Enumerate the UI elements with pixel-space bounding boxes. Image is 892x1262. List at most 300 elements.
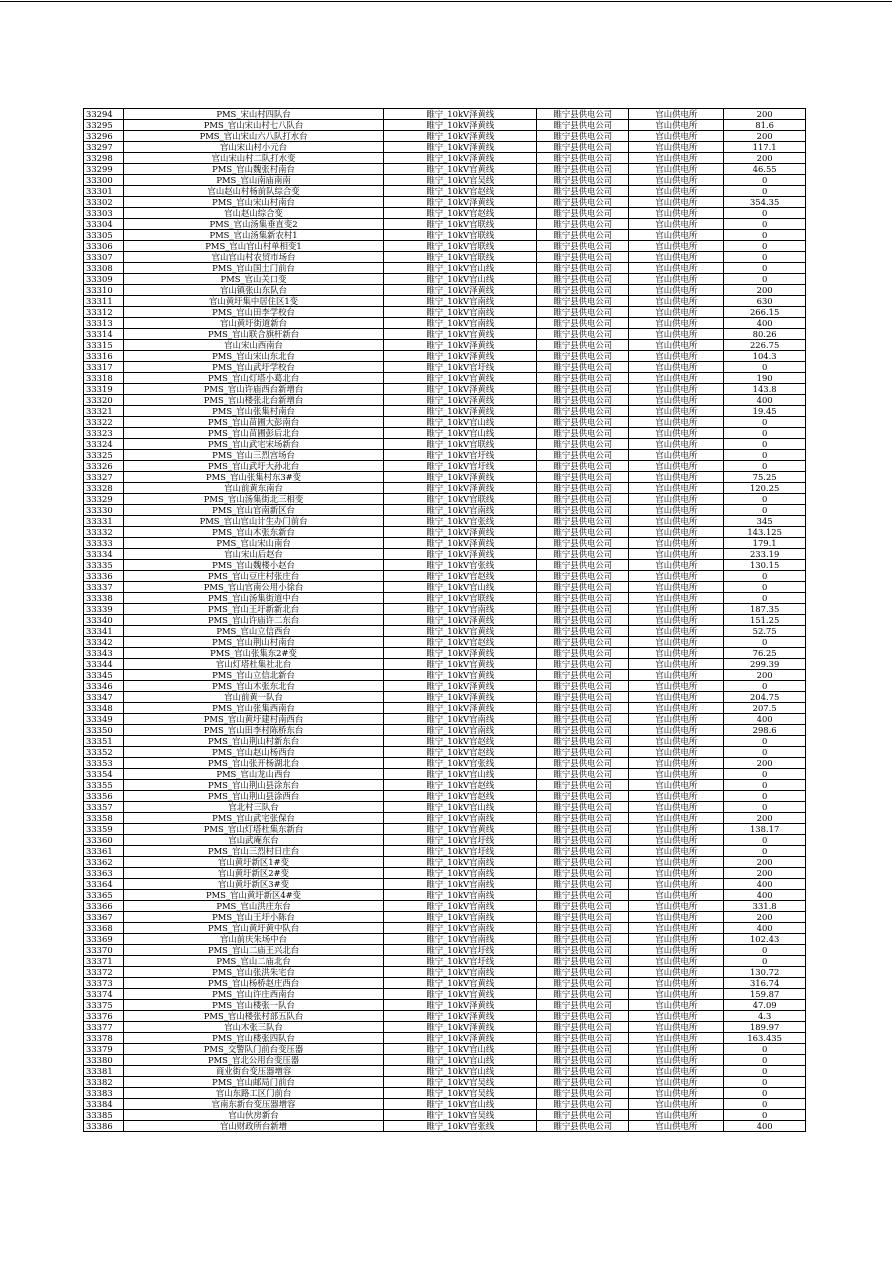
feeder-line-cell: 睢宁_10kV泽黄线	[384, 120, 537, 131]
table-row	[84, 813, 806, 824]
station-name-cell: PMS_官山木张东新台	[123, 527, 383, 538]
table-row	[84, 516, 806, 527]
company-cell: 睢宁县供电公司	[537, 120, 629, 131]
company-cell: 睢宁县供电公司	[537, 1033, 629, 1044]
company-cell: 睢宁县供电公司	[537, 725, 629, 736]
feeder-line-cell: 睢宁_10kV官南线	[384, 967, 537, 978]
capacity-cell: 207.5	[724, 703, 806, 714]
row-id-cell: 33315	[84, 340, 124, 351]
feeder-line-cell: 睢宁_10kV官张线	[384, 560, 537, 571]
capacity-cell: 0	[724, 1099, 806, 1110]
capacity-cell: 130.72	[724, 967, 806, 978]
capacity-cell: 400	[724, 923, 806, 934]
table-row	[84, 901, 806, 912]
supply-station-cell: 官山供电所	[629, 164, 724, 175]
capacity-cell: 0	[724, 450, 806, 461]
feeder-line-cell: 睢宁_10kV官南线	[384, 505, 537, 516]
table-row	[84, 659, 806, 670]
supply-station-cell: 官山供电所	[629, 131, 724, 142]
capacity-cell: 0	[724, 769, 806, 780]
feeder-line-cell: 睢宁_10kV官山线	[384, 428, 537, 439]
row-id-cell: 33327	[84, 472, 124, 483]
table-row	[84, 1022, 806, 1033]
station-name-cell: 官北村三队台	[123, 802, 383, 813]
capacity-cell: 46.55	[724, 164, 806, 175]
feeder-line-cell: 睢宁_10kV官张线	[384, 1121, 537, 1132]
feeder-line-cell: 睢宁_10kV官南线	[384, 912, 537, 923]
company-cell: 睢宁县供电公司	[537, 890, 629, 901]
row-id-cell: 33318	[84, 373, 124, 384]
station-name-cell: PMS_官山国土门前台	[123, 263, 383, 274]
supply-station-cell: 官山供电所	[629, 461, 724, 472]
capacity-cell: 204.75	[724, 692, 806, 703]
feeder-line-cell: 睢宁_10kV官南线	[384, 307, 537, 318]
station-name-cell: PMS_官山楼张北台新增台	[123, 395, 383, 406]
table-row	[84, 868, 806, 879]
company-cell: 睢宁县供电公司	[537, 670, 629, 681]
station-name-cell: PMS_官山武圩学校台	[123, 362, 383, 373]
station-name-cell: PMS_官山荆山县涂西台	[123, 791, 383, 802]
feeder-line-cell: 睢宁_10kV泽黄线	[384, 648, 537, 659]
station-name-cell: PMS_官山武宅张保台	[123, 813, 383, 824]
station-name-cell: PMS_官山楼张一队台	[123, 1000, 383, 1011]
feeder-line-cell: 睢宁_10kV官赵线	[384, 780, 537, 791]
row-id-cell: 33370	[84, 945, 124, 956]
row-id-cell: 33321	[84, 406, 124, 417]
capacity-cell: 266.15	[724, 307, 806, 318]
station-name-cell: PMS_官山南庙南南	[123, 175, 383, 186]
company-cell: 睢宁县供电公司	[537, 131, 629, 142]
supply-station-cell: 官山供电所	[629, 538, 724, 549]
row-id-cell: 33303	[84, 208, 124, 219]
supply-station-cell: 官山供电所	[629, 846, 724, 857]
row-id-cell: 33295	[84, 120, 124, 131]
table-row	[84, 989, 806, 1000]
row-id-cell: 33336	[84, 571, 124, 582]
table-row	[84, 846, 806, 857]
row-id-cell: 33333	[84, 538, 124, 549]
table-row	[84, 175, 806, 186]
company-cell: 睢宁县供电公司	[537, 791, 629, 802]
station-name-cell: PMS_官山联合旗杆新台	[123, 329, 383, 340]
capacity-cell: 189.97	[724, 1022, 806, 1033]
supply-station-cell: 官山供电所	[629, 1099, 724, 1110]
capacity-cell: 299.39	[724, 659, 806, 670]
supply-station-cell: 官山供电所	[629, 571, 724, 582]
table-row	[84, 1077, 806, 1088]
station-name-cell: 官山黄圩集中居住区1变	[123, 296, 383, 307]
table-row	[84, 472, 806, 483]
supply-station-cell: 官山供电所	[629, 692, 724, 703]
company-cell: 睢宁县供电公司	[537, 692, 629, 703]
supply-station-cell: 官山供电所	[629, 593, 724, 604]
supply-station-cell: 官山供电所	[629, 252, 724, 263]
supply-station-cell: 官山供电所	[629, 648, 724, 659]
company-cell: 睢宁县供电公司	[537, 1044, 629, 1055]
row-id-cell: 33363	[84, 868, 124, 879]
station-name-cell: PMS_官山王圩新新北台	[123, 604, 383, 615]
station-name-cell: PMS_官山赵山杨西台	[123, 747, 383, 758]
table-row	[84, 582, 806, 593]
capacity-cell: 4.3	[724, 1011, 806, 1022]
capacity-cell: 0	[724, 780, 806, 791]
table-row	[84, 703, 806, 714]
row-id-cell: 33347	[84, 692, 124, 703]
feeder-line-cell: 睢宁_10kV官圩线	[384, 362, 537, 373]
company-cell: 睢宁县供电公司	[537, 439, 629, 450]
row-id-cell: 33342	[84, 637, 124, 648]
table-row	[84, 153, 806, 164]
row-id-cell: 33300	[84, 175, 124, 186]
station-name-cell: PMS_官山张开杨湖北台	[123, 758, 383, 769]
feeder-line-cell: 睢宁_10kV官山线	[384, 582, 537, 593]
table-row	[84, 615, 806, 626]
station-name-cell: 官山赵山综合变	[123, 208, 383, 219]
table-row	[84, 1044, 806, 1055]
company-cell: 睢宁县供电公司	[537, 659, 629, 670]
supply-station-cell: 官山供电所	[629, 384, 724, 395]
station-name-cell: PMS_宋山村四队台	[123, 109, 383, 120]
capacity-cell: 19.45	[724, 406, 806, 417]
station-name-cell: 官山东路工区门前台	[123, 1088, 383, 1099]
feeder-line-cell: 睢宁_10kV官圩线	[384, 945, 537, 956]
supply-station-cell: 官山供电所	[629, 1066, 724, 1077]
supply-station-cell: 官山供电所	[629, 142, 724, 153]
station-name-cell: PMS_官山苗圃大彭南台	[123, 417, 383, 428]
capacity-cell: 0	[724, 1055, 806, 1066]
table-row	[84, 604, 806, 615]
company-cell: 睢宁县供电公司	[537, 846, 629, 857]
feeder-line-cell: 睢宁_10kV官联线	[384, 439, 537, 450]
supply-station-cell: 官山供电所	[629, 307, 724, 318]
company-cell: 睢宁县供电公司	[537, 1022, 629, 1033]
row-id-cell: 33304	[84, 219, 124, 230]
table-row	[84, 637, 806, 648]
row-id-cell: 33365	[84, 890, 124, 901]
station-name-cell: PMS_官山汤集新农村1	[123, 230, 383, 241]
table-row	[84, 1055, 806, 1066]
station-name-cell: PMS_官山宋山东北台	[123, 351, 383, 362]
table-row	[84, 263, 806, 274]
capacity-cell: 159.87	[724, 989, 806, 1000]
company-cell: 睢宁县供电公司	[537, 461, 629, 472]
row-id-cell: 33305	[84, 230, 124, 241]
company-cell: 睢宁县供电公司	[537, 901, 629, 912]
capacity-cell: 200	[724, 131, 806, 142]
capacity-cell: 0	[724, 494, 806, 505]
feeder-line-cell: 睢宁_10kV泽黄线	[384, 351, 537, 362]
feeder-line-cell: 睢宁_10kV泽黄线	[384, 395, 537, 406]
feeder-line-cell: 睢宁_10kV官南线	[384, 714, 537, 725]
table-row	[84, 483, 806, 494]
supply-station-cell: 官山供电所	[629, 912, 724, 923]
feeder-line-cell: 睢宁_10kV官联线	[384, 230, 537, 241]
company-cell: 睢宁县供电公司	[537, 373, 629, 384]
feeder-line-cell: 睢宁_10kV官吴线	[384, 175, 537, 186]
company-cell: 睢宁县供电公司	[537, 549, 629, 560]
company-cell: 睢宁县供电公司	[537, 175, 629, 186]
supply-station-cell: 官山供电所	[629, 670, 724, 681]
row-id-cell: 33344	[84, 659, 124, 670]
company-cell: 睢宁县供电公司	[537, 274, 629, 285]
company-cell: 睢宁县供电公司	[537, 450, 629, 461]
row-id-cell: 33377	[84, 1022, 124, 1033]
table-row	[84, 274, 806, 285]
capacity-cell: 117.1	[724, 142, 806, 153]
table-row	[84, 857, 806, 868]
supply-station-cell: 官山供电所	[629, 978, 724, 989]
station-name-cell: 官山黄圩新区1#变	[123, 857, 383, 868]
supply-station-cell: 官山供电所	[629, 1077, 724, 1088]
station-name-cell: 官南东新台变压器增容	[123, 1099, 383, 1110]
supply-station-cell: 官山供电所	[629, 1088, 724, 1099]
capacity-cell: 0	[724, 1066, 806, 1077]
feeder-line-cell: 睢宁_10kV官南线	[384, 296, 537, 307]
station-name-cell: 官山黄圩新区3#变	[123, 879, 383, 890]
feeder-line-cell: 睢宁_10kV官黄线	[384, 373, 537, 384]
station-name-cell: 官山前庆朱场中台	[123, 934, 383, 945]
company-cell: 睢宁县供电公司	[537, 703, 629, 714]
supply-station-cell: 官山供电所	[629, 791, 724, 802]
feeder-line-cell: 睢宁_10kV泽黄线	[384, 153, 537, 164]
capacity-cell: 354.35	[724, 197, 806, 208]
feeder-line-cell: 睢宁_10kV官圩线	[384, 835, 537, 846]
table-row	[84, 428, 806, 439]
supply-station-cell: 官山供电所	[629, 527, 724, 538]
row-id-cell: 33325	[84, 450, 124, 461]
company-cell: 睢宁县供电公司	[537, 989, 629, 1000]
capacity-cell: 0	[724, 846, 806, 857]
capacity-cell: 200	[724, 868, 806, 879]
company-cell: 睢宁县供电公司	[537, 219, 629, 230]
feeder-line-cell: 睢宁_10kV官南线	[384, 879, 537, 890]
station-name-cell: PMS_官山荆山村南台	[123, 637, 383, 648]
feeder-line-cell: 睢宁_10kV泽黄线	[384, 549, 537, 560]
supply-station-cell: 官山供电所	[629, 439, 724, 450]
page-top-rule	[0, 1, 892, 2]
row-id-cell: 33362	[84, 857, 124, 868]
row-id-cell: 33324	[84, 439, 124, 450]
row-id-cell: 33296	[84, 131, 124, 142]
supply-station-cell: 官山供电所	[629, 516, 724, 527]
feeder-line-cell: 睢宁_10kV官联线	[384, 252, 537, 263]
feeder-line-cell: 睢宁_10kV官黄线	[384, 164, 537, 175]
station-name-cell: PMS_官山官山计生办门前台	[123, 516, 383, 527]
company-cell: 睢宁县供电公司	[537, 560, 629, 571]
table-row	[84, 384, 806, 395]
company-cell: 睢宁县供电公司	[537, 285, 629, 296]
table-row	[84, 329, 806, 340]
capacity-cell: 0	[724, 945, 806, 956]
station-name-cell: PMS_官北公用台变压器	[123, 1055, 383, 1066]
capacity-cell: 200	[724, 912, 806, 923]
table-row	[84, 648, 806, 659]
row-id-cell: 33374	[84, 989, 124, 1000]
station-name-cell: PMS_官山楼张村部五队台	[123, 1011, 383, 1022]
feeder-line-cell: 睢宁_10kV泽黄线	[384, 142, 537, 153]
feeder-line-cell: 睢宁_10kV官山线	[384, 1044, 537, 1055]
company-cell: 睢宁县供电公司	[537, 879, 629, 890]
feeder-line-cell: 睢宁_10kV泽黄线	[384, 703, 537, 714]
capacity-cell: 0	[724, 417, 806, 428]
supply-station-cell: 官山供电所	[629, 813, 724, 824]
capacity-cell: 316.74	[724, 978, 806, 989]
table-row	[84, 945, 806, 956]
table-row	[84, 109, 806, 120]
supply-station-cell: 官山供电所	[629, 153, 724, 164]
station-name-cell: PMS_官山汤集街道中台	[123, 593, 383, 604]
company-cell: 睢宁县供电公司	[537, 956, 629, 967]
company-cell: 睢宁县供电公司	[537, 769, 629, 780]
supply-station-cell: 官山供电所	[629, 483, 724, 494]
station-name-cell: 官山宋山村二队打水变	[123, 153, 383, 164]
feeder-line-cell: 睢宁_10kV官南线	[384, 725, 537, 736]
row-id-cell: 33312	[84, 307, 124, 318]
table-row	[84, 450, 806, 461]
row-id-cell: 33382	[84, 1077, 124, 1088]
feeder-line-cell: 睢宁_10kV官南线	[384, 318, 537, 329]
feeder-line-cell: 睢宁_10kV泽黄线	[384, 1000, 537, 1011]
table-row	[84, 1000, 806, 1011]
station-name-cell: 商业街台变压器增容	[123, 1066, 383, 1077]
company-cell: 睢宁县供电公司	[537, 1066, 629, 1077]
row-id-cell: 33371	[84, 956, 124, 967]
feeder-line-cell: 睢宁_10kV官赵线	[384, 208, 537, 219]
company-cell: 睢宁县供电公司	[537, 945, 629, 956]
feeder-line-cell: 睢宁_10kV官赵线	[384, 736, 537, 747]
row-id-cell: 33354	[84, 769, 124, 780]
row-id-cell: 33349	[84, 714, 124, 725]
company-cell: 睢宁县供电公司	[537, 868, 629, 879]
station-name-cell: PMS_官山黄圩黄中队台	[123, 923, 383, 934]
supply-station-cell: 官山供电所	[629, 989, 724, 1000]
supply-station-cell: 官山供电所	[629, 318, 724, 329]
station-name-cell: PMS_官山宋山村南台	[123, 197, 383, 208]
table-row	[84, 835, 806, 846]
supply-station-cell: 官山供电所	[629, 868, 724, 879]
feeder-line-cell: 睢宁_10kV官联线	[384, 593, 537, 604]
feeder-line-cell: 睢宁_10kV官联线	[384, 494, 537, 505]
capacity-cell: 200	[724, 758, 806, 769]
table-row	[84, 241, 806, 252]
feeder-line-cell: 睢宁_10kV泽黄线	[384, 615, 537, 626]
supply-station-cell: 官山供电所	[629, 901, 724, 912]
table-row	[84, 186, 806, 197]
row-id-cell: 33368	[84, 923, 124, 934]
company-cell: 睢宁县供电公司	[537, 758, 629, 769]
capacity-cell: 0	[724, 241, 806, 252]
row-id-cell: 33331	[84, 516, 124, 527]
table-row	[84, 549, 806, 560]
feeder-line-cell: 睢宁_10kV官山线	[384, 1066, 537, 1077]
capacity-cell: 0	[724, 439, 806, 450]
capacity-cell: 190	[724, 373, 806, 384]
station-name-cell: 官山武庵东台	[123, 835, 383, 846]
station-name-cell: PMS_官山田李村陈桥东台	[123, 725, 383, 736]
table-row	[84, 439, 806, 450]
capacity-cell: 0	[724, 681, 806, 692]
company-cell: 睢宁县供电公司	[537, 714, 629, 725]
capacity-cell: 233.19	[724, 549, 806, 560]
company-cell: 睢宁县供电公司	[537, 318, 629, 329]
company-cell: 睢宁县供电公司	[537, 307, 629, 318]
company-cell: 睢宁县供电公司	[537, 967, 629, 978]
feeder-line-cell: 睢宁_10kV泽黄线	[384, 384, 537, 395]
capacity-cell: 0	[724, 461, 806, 472]
feeder-line-cell: 睢宁_10kV官山线	[384, 769, 537, 780]
row-id-cell: 33302	[84, 197, 124, 208]
capacity-cell: 75.25	[724, 472, 806, 483]
capacity-cell: 151.25	[724, 615, 806, 626]
capacity-cell: 0	[724, 186, 806, 197]
table-row	[84, 417, 806, 428]
feeder-line-cell: 睢宁_10kV泽黄线	[384, 483, 537, 494]
capacity-cell: 143.8	[724, 384, 806, 395]
table-row	[84, 1088, 806, 1099]
table-row	[84, 681, 806, 692]
capacity-cell: 0	[724, 428, 806, 439]
feeder-line-cell: 睢宁_10kV官黄线	[384, 329, 537, 340]
feeder-line-cell: 睢宁_10kV官联线	[384, 219, 537, 230]
station-name-cell: 官山赵山村杨前队综合变	[123, 186, 383, 197]
row-id-cell: 33328	[84, 483, 124, 494]
row-id-cell: 33309	[84, 274, 124, 285]
feeder-line-cell: 睢宁_10kV官圩线	[384, 846, 537, 857]
table-row	[84, 164, 806, 175]
capacity-cell: 0	[724, 208, 806, 219]
row-id-cell: 33348	[84, 703, 124, 714]
company-cell: 睢宁县供电公司	[537, 824, 629, 835]
supply-station-cell: 官山供电所	[629, 1044, 724, 1055]
station-name-cell: 官山木张三队台	[123, 1022, 383, 1033]
supply-station-cell: 官山供电所	[629, 1110, 724, 1121]
row-id-cell: 33366	[84, 901, 124, 912]
table-row	[84, 769, 806, 780]
table-row	[84, 296, 806, 307]
station-name-cell: PMS_官山邮局门前台	[123, 1077, 383, 1088]
supply-station-cell: 官山供电所	[629, 197, 724, 208]
feeder-line-cell: 睢宁_10kV官黄线	[384, 978, 537, 989]
supply-station-cell: 官山供电所	[629, 769, 724, 780]
table-row	[84, 340, 806, 351]
supply-station-cell: 官山供电所	[629, 835, 724, 846]
row-id-cell: 33339	[84, 604, 124, 615]
station-name-cell: PMS_官山二庙北台	[123, 956, 383, 967]
station-name-cell: PMS_官山王圩小陈台	[123, 912, 383, 923]
station-name-cell: 官山镇张山东队台	[123, 285, 383, 296]
row-id-cell: 33386	[84, 1121, 124, 1132]
capacity-cell: 0	[724, 956, 806, 967]
company-cell: 睢宁县供电公司	[537, 802, 629, 813]
table-row	[84, 461, 806, 472]
table-row	[84, 307, 806, 318]
supply-station-cell: 官山供电所	[629, 703, 724, 714]
capacity-cell: 0	[724, 593, 806, 604]
supply-station-cell: 官山供电所	[629, 472, 724, 483]
supply-station-cell: 官山供电所	[629, 1055, 724, 1066]
supply-station-cell: 官山供电所	[629, 1000, 724, 1011]
feeder-line-cell: 睢宁_10kV官南线	[384, 934, 537, 945]
table-row	[84, 1099, 806, 1110]
company-cell: 睢宁县供电公司	[537, 516, 629, 527]
company-cell: 睢宁县供电公司	[537, 230, 629, 241]
feeder-line-cell: 睢宁_10kV官赵线	[384, 637, 537, 648]
station-name-cell: PMS_官山宋山南台	[123, 538, 383, 549]
company-cell: 睢宁县供电公司	[537, 538, 629, 549]
feeder-line-cell: 睢宁_10kV泽黄线	[384, 197, 537, 208]
feeder-line-cell: 睢宁_10kV泽黄线	[384, 1022, 537, 1033]
feeder-line-cell: 睢宁_10kV官联线	[384, 241, 537, 252]
